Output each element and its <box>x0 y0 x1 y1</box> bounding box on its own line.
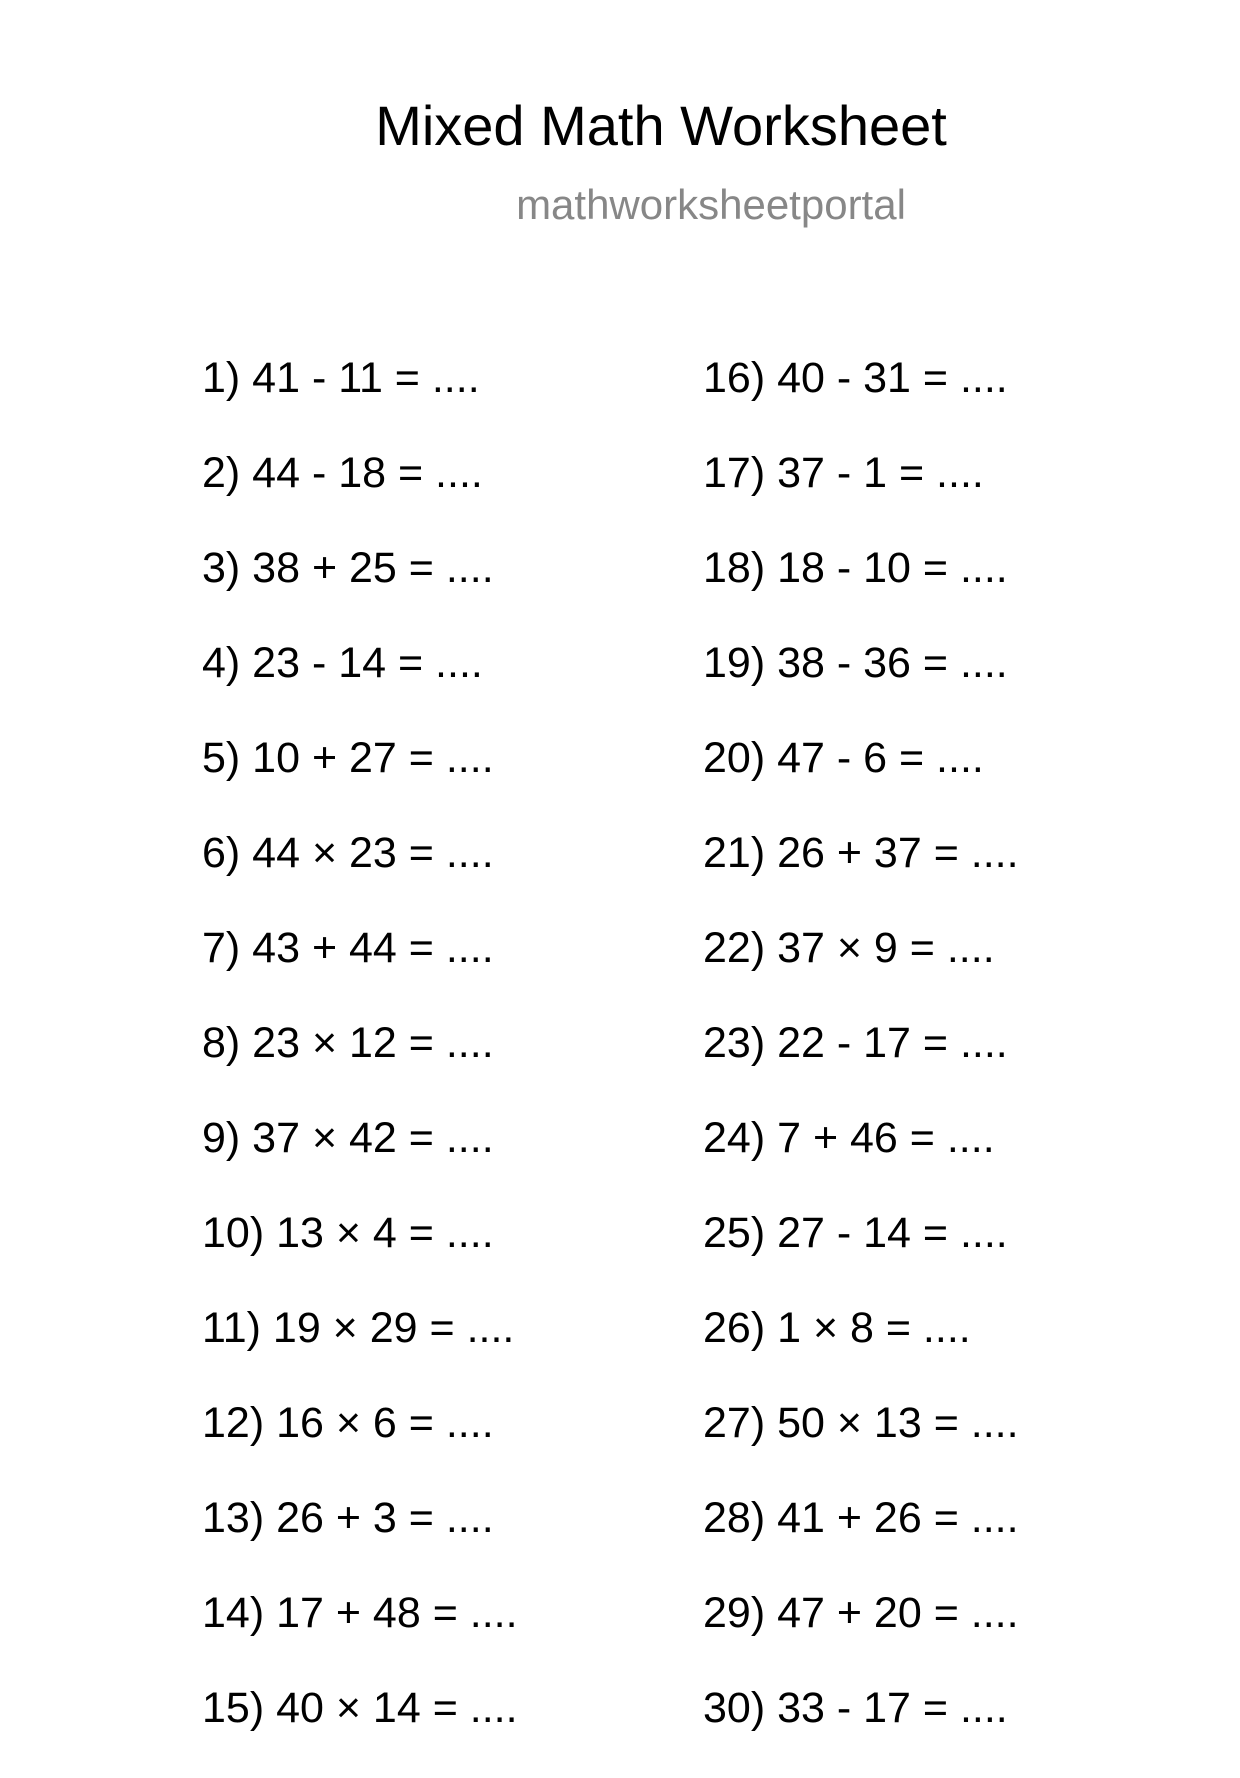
worksheet-title: Mixed Math Worksheet <box>375 94 947 157</box>
problem-item: 24) 7 + 46 = .... <box>703 1114 995 1162</box>
problem-item: 21) 26 + 37 = .... <box>703 829 1019 877</box>
problem-item: 28) 41 + 26 = .... <box>703 1494 1019 1542</box>
problem-item: 1) 41 - 11 = .... <box>202 354 480 402</box>
problem-item: 22) 37 × 9 = .... <box>703 924 995 972</box>
problem-item: 7) 43 + 44 = .... <box>202 924 494 972</box>
problem-item: 23) 22 - 17 = .... <box>703 1019 1008 1067</box>
problem-item: 16) 40 - 31 = .... <box>703 354 1008 402</box>
problem-item: 11) 19 × 29 = .... <box>202 1304 515 1352</box>
problem-item: 4) 23 - 14 = .... <box>202 639 483 687</box>
worksheet-subtitle: mathworksheetportal <box>516 181 906 228</box>
problem-item: 17) 37 - 1 = .... <box>703 449 984 497</box>
problem-item: 19) 38 - 36 = .... <box>703 639 1008 687</box>
problem-item: 13) 26 + 3 = .... <box>202 1494 494 1542</box>
problem-item: 2) 44 - 18 = .... <box>202 449 483 497</box>
problem-item: 30) 33 - 17 = .... <box>703 1684 1008 1732</box>
problem-item: 14) 17 + 48 = .... <box>202 1589 518 1637</box>
problem-item: 6) 44 × 23 = .... <box>202 829 494 877</box>
problem-item: 29) 47 + 20 = .... <box>703 1589 1019 1637</box>
problem-column-left <box>202 353 518 1778</box>
problem-item: 18) 18 - 10 = .... <box>703 544 1008 592</box>
problem-item: 12) 16 × 6 = .... <box>202 1399 494 1447</box>
problem-item: 3) 38 + 25 = .... <box>202 544 494 592</box>
problem-column-right <box>703 353 1019 1778</box>
problem-item: 27) 50 × 13 = .... <box>703 1399 1019 1447</box>
problem-item: 20) 47 - 6 = .... <box>703 734 984 782</box>
problem-item: 10) 13 × 4 = .... <box>202 1209 494 1257</box>
problem-item: 25) 27 - 14 = .... <box>703 1209 1008 1257</box>
problem-item: 26) 1 × 8 = .... <box>703 1304 971 1352</box>
problem-item: 8) 23 × 12 = .... <box>202 1019 494 1067</box>
problem-item: 5) 10 + 27 = .... <box>202 734 494 782</box>
problem-item: 9) 37 × 42 = .... <box>202 1114 494 1162</box>
problem-item: 15) 40 × 14 = .... <box>202 1684 518 1732</box>
